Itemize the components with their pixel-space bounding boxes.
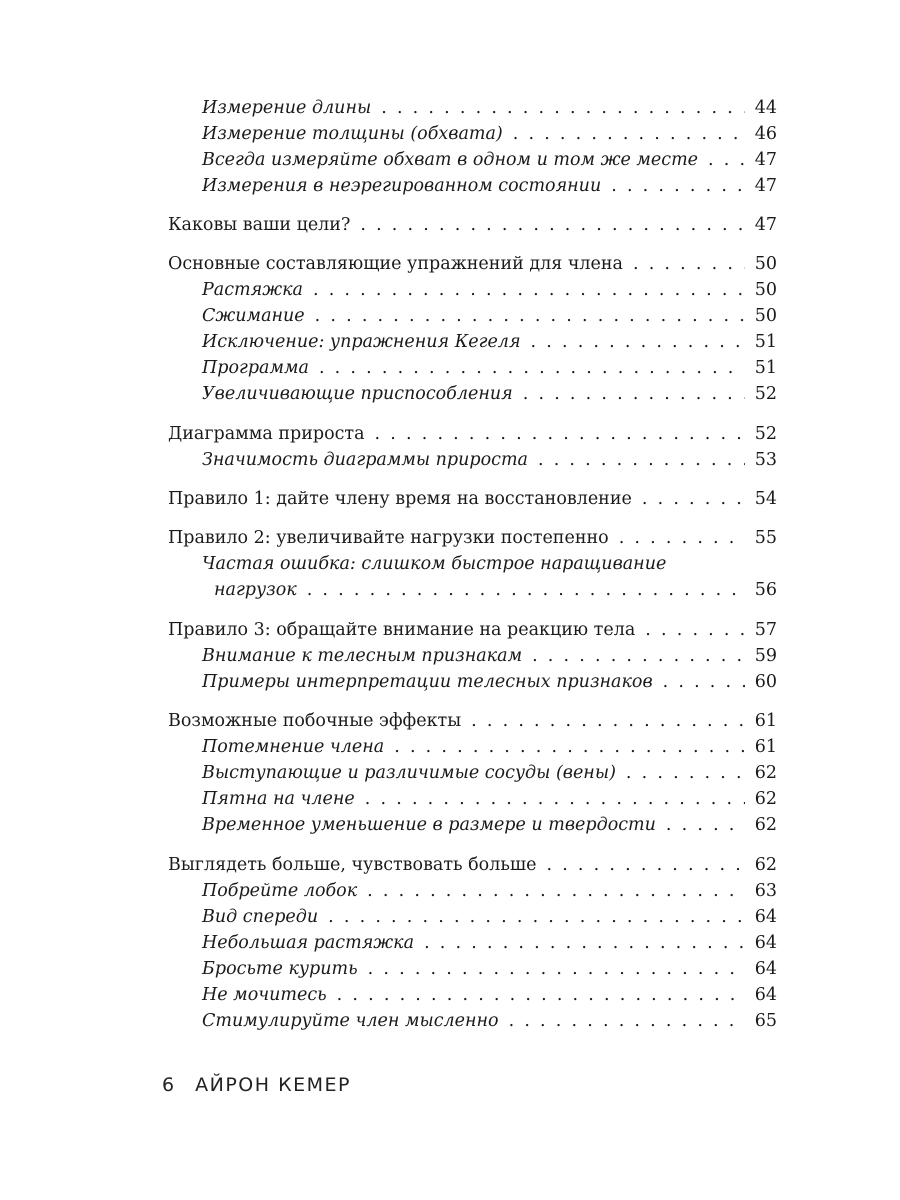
toc-section-title: Возможные побочные эффекты (168, 711, 462, 731)
toc-entry-title: Программа (202, 358, 309, 378)
toc-entry (202, 95, 777, 121)
toc-section-title: Основные составляющие упражнений для члена (168, 254, 623, 274)
toc-entry-page: 47 (754, 150, 777, 170)
toc-section-page: 55 (754, 528, 777, 548)
toc-entry (202, 329, 777, 355)
toc-entry-title: Значимость диаграммы прироста (202, 450, 528, 470)
dot-leader (394, 734, 745, 760)
dot-leader (365, 786, 745, 812)
dot-leader (513, 121, 745, 147)
toc-entry (202, 760, 777, 786)
toc-entry (202, 878, 777, 904)
dot-leader (532, 643, 745, 669)
toc-entry (202, 121, 777, 147)
toc-entry (202, 734, 777, 760)
dot-leader (360, 212, 745, 238)
toc-entry-title: Всегда измеряйте обхват в одном и том же месте (202, 150, 699, 170)
toc-entry-page: 51 (754, 332, 777, 352)
toc-entry-title: Измерение длины (202, 98, 372, 118)
toc-entry-page: 64 (754, 959, 777, 979)
dot-leader (367, 878, 745, 904)
toc-entry-title: Растяжка (202, 280, 303, 300)
dot-leader (337, 982, 745, 1008)
toc-entry (202, 643, 777, 669)
toc-entry (202, 381, 777, 407)
dot-leader (538, 447, 745, 473)
toc-section (168, 525, 777, 551)
toc-entry-title: Увеличивающие приспособления (202, 384, 513, 404)
dot-leader (381, 95, 745, 121)
toc-entry-page: 64 (754, 933, 777, 953)
toc-entry-page: 60 (754, 672, 777, 692)
toc-entry-title: Бросьте курить (202, 959, 358, 979)
toc-entry-title: Исключение: упражнения Кегеля (202, 332, 521, 352)
toc-entry-page: 47 (754, 176, 777, 196)
toc-entry (202, 447, 777, 473)
toc-entry-title: Сжимание (202, 306, 305, 326)
dot-leader (319, 355, 745, 381)
toc-section (168, 212, 777, 238)
dot-leader (546, 852, 745, 878)
toc-entry-title: Не мочитесь (202, 985, 327, 1005)
toc-entry-page: 44 (754, 98, 777, 118)
toc-entry-title: Примеры интерпретации телесных признаков (202, 672, 653, 692)
toc-section (168, 486, 777, 512)
toc-entry-page: 53 (754, 450, 777, 470)
page-footer (162, 1074, 351, 1096)
toc-entry-title: Выступающие и различимые сосуды (вены) (202, 763, 616, 783)
toc-entry-page: 64 (754, 907, 777, 927)
toc-entry-title-continuation: нагрузок (214, 580, 297, 600)
toc-entry (202, 277, 777, 303)
toc-section-page: 62 (754, 855, 777, 875)
toc-section (168, 708, 777, 734)
toc-entry (202, 1008, 777, 1034)
dot-leader (645, 617, 745, 643)
toc-entry-page: 52 (754, 384, 777, 404)
toc-entry-title: Пятна на члене (202, 789, 355, 809)
toc-section-page: 50 (754, 254, 777, 274)
toc-entry-page: 61 (754, 737, 777, 757)
toc-section-title: Правило 3: обращайте внимание на реакцию тела (168, 620, 636, 640)
toc-entry-title: Побрейте лобок (202, 881, 358, 901)
dot-leader (619, 525, 745, 551)
dot-leader (328, 904, 745, 930)
toc-entry-page: 64 (754, 985, 777, 1005)
toc-section-page: 57 (754, 620, 777, 640)
dot-leader (708, 147, 745, 173)
dot-leader (663, 669, 745, 695)
toc-entry (202, 904, 777, 930)
toc-entry-page: 62 (754, 815, 777, 835)
dot-leader (523, 381, 745, 407)
toc-section-title: Выглядеть больше, чувствовать больше (168, 855, 537, 875)
toc-section-page: 52 (754, 424, 777, 444)
toc-entry (202, 930, 777, 956)
toc-entry-page: 62 (754, 763, 777, 783)
toc-section-page: 47 (754, 215, 777, 235)
toc-entry-page: 50 (754, 280, 777, 300)
toc-entry (214, 577, 777, 603)
toc-section (168, 251, 777, 277)
toc-entry-page: 51 (754, 358, 777, 378)
toc-entry-title: Внимание к телесным признакам (202, 646, 523, 666)
toc-section (168, 421, 777, 447)
running-author: АЙРОН КЕМЕР (195, 1074, 351, 1096)
dot-leader (368, 956, 745, 982)
dot-leader (666, 812, 745, 838)
toc-section (168, 852, 777, 878)
toc-section-page: 54 (754, 489, 777, 509)
toc-entry (202, 982, 777, 1008)
dot-leader (424, 930, 745, 956)
toc-entry-page: 50 (754, 306, 777, 326)
page-number: 6 (162, 1074, 176, 1096)
dot-leader (531, 329, 745, 355)
dot-leader (315, 303, 745, 329)
toc-section-title: Диаграмма прироста (168, 424, 365, 444)
toc-entry-title: Потемнение члена (202, 737, 385, 757)
dot-leader (626, 760, 745, 786)
toc-section-title: Правило 1: дайте члену время на восстановление (168, 489, 632, 509)
toc-entry-title: Вид спереди (202, 907, 319, 927)
toc-entry-page: 62 (754, 789, 777, 809)
dot-leader (471, 708, 745, 734)
toc-entry (202, 669, 777, 695)
toc-entry-title-first-line: Частая ошибка: слишком быстрое наращивание (202, 554, 667, 574)
dot-leader (633, 251, 745, 277)
toc-entry (202, 355, 777, 381)
toc-entry (202, 303, 777, 329)
toc-entry (202, 147, 777, 173)
toc-entry-title: Небольшая растяжка (202, 933, 415, 953)
toc-section-title: Правило 2: увеличивайте нагрузки постепенно (168, 528, 609, 548)
dot-leader (611, 173, 745, 199)
toc-entry-page: 63 (754, 881, 777, 901)
toc-entry-title: Измерения в неэрегированном состоянии (202, 176, 602, 196)
dot-leader (375, 421, 745, 447)
toc-entry-page: 56 (754, 580, 777, 600)
dot-leader (509, 1008, 745, 1034)
toc-entry (202, 956, 777, 982)
dot-leader (307, 577, 745, 603)
toc-entry (202, 812, 777, 838)
toc-section-page: 61 (754, 711, 777, 731)
toc-entry-title: Временное уменьшение в размере и твердости (202, 815, 656, 835)
toc-entry (202, 173, 777, 199)
dot-leader (313, 277, 745, 303)
toc-entry-title: Стимулируйте член мысленно (202, 1011, 499, 1031)
toc-entry-page: 46 (754, 124, 777, 144)
toc-entry-page: 59 (754, 646, 777, 666)
toc-entry-title: Измерение толщины (обхвата) (202, 124, 503, 144)
toc-section (168, 617, 777, 643)
toc-entry (202, 786, 777, 812)
dot-leader (642, 486, 745, 512)
toc-entry-page: 65 (754, 1011, 777, 1031)
toc-section-title: Каковы ваши цели? (168, 215, 351, 235)
